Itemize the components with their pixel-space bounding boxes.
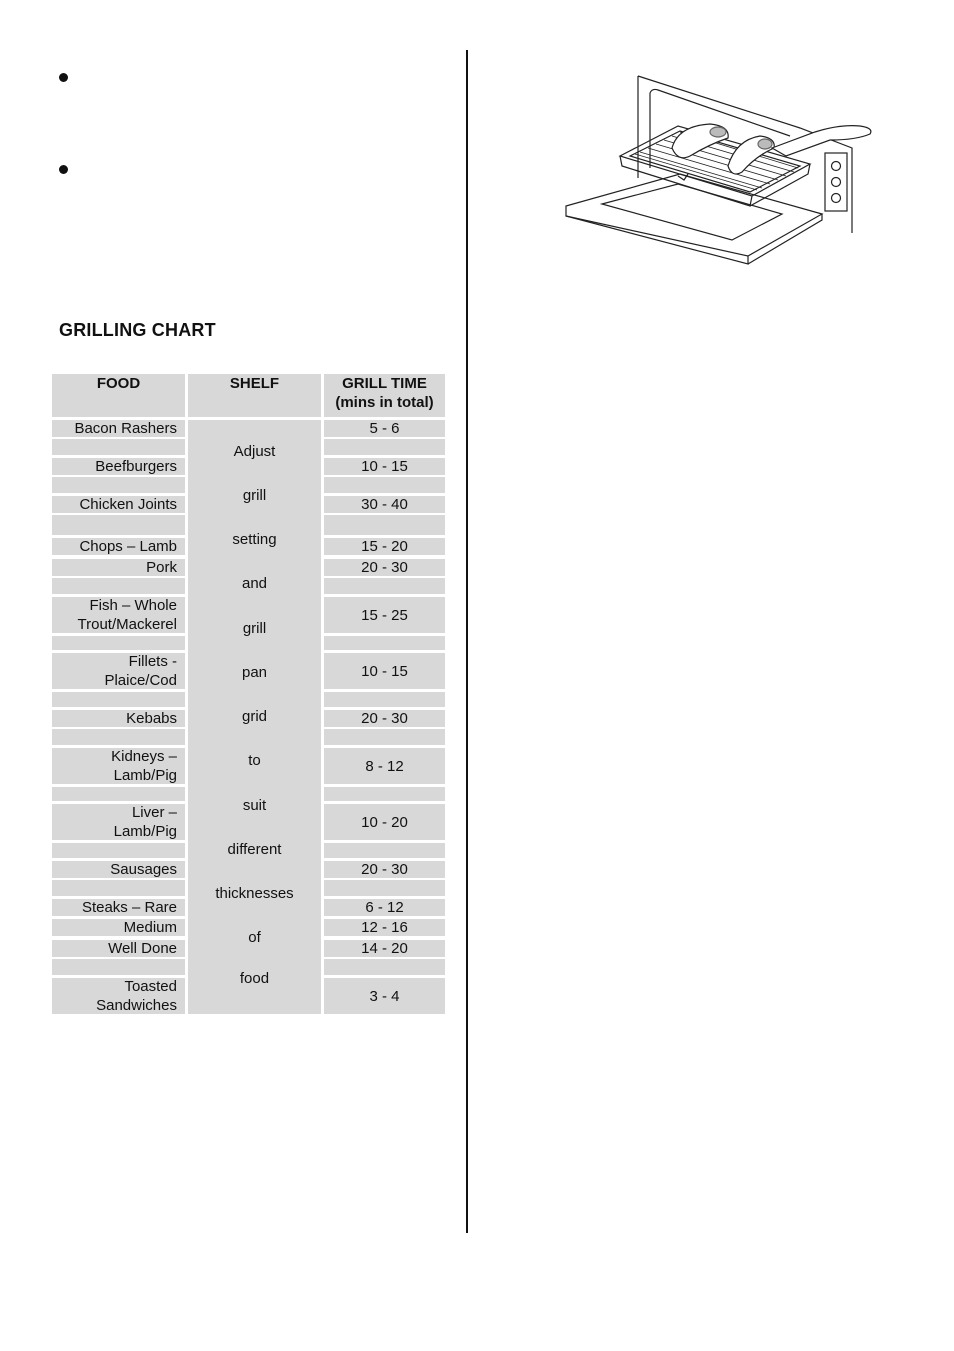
- spacer-cell: [52, 692, 185, 707]
- food-name-line: Beefburgers: [95, 458, 177, 475]
- grill-time-cell: 8 - 12: [324, 748, 445, 784]
- spacer-cell: [52, 439, 185, 455]
- spacer-cell: [324, 729, 445, 745]
- grill-time-cell: 6 - 12: [324, 899, 445, 916]
- grill-time-cell: 20 - 30: [324, 710, 445, 727]
- food-name-line: Chicken Joints: [79, 496, 177, 513]
- spacer-cell: [324, 477, 445, 493]
- shelf-instruction-word: grill: [242, 487, 267, 504]
- grill-time-cell: 15 - 25: [324, 597, 445, 633]
- shelf-instruction-word: grid: [241, 708, 267, 725]
- grill-time-cell: 30 - 40: [324, 496, 445, 513]
- spacer-cell: [324, 692, 445, 707]
- spacer-cell: [324, 880, 445, 896]
- header-shelf: SHELF: [188, 374, 321, 417]
- food-cell: [52, 559, 185, 576]
- food-name-line: Kebabs: [126, 710, 177, 727]
- grill-time-cell: 20 - 30: [324, 559, 445, 576]
- food-name-line: Toasted: [124, 978, 177, 995]
- shelf-instruction-word: Adjust: [233, 443, 276, 460]
- food-cell: [52, 710, 185, 727]
- food-name-line: Fish – Whole: [89, 597, 177, 614]
- food-cell: [52, 919, 185, 936]
- spacer-cell: [52, 636, 185, 650]
- spacer-cell: [52, 787, 185, 801]
- food-cell: [52, 496, 185, 513]
- food-cell: [52, 899, 185, 916]
- spacer-cell: [52, 729, 185, 745]
- food-cell: [52, 458, 185, 475]
- shelf-instruction-word: food: [239, 970, 270, 987]
- shelf-instruction-word: suit: [242, 797, 267, 814]
- food-name-line: Sausages: [110, 861, 177, 878]
- food-cell: [52, 861, 185, 878]
- food-cell: [52, 597, 185, 633]
- food-cell: [52, 748, 185, 784]
- food-cell: [52, 538, 185, 555]
- food-name-line: Fillets -: [128, 653, 177, 670]
- grill-time-cell: 5 - 6: [324, 420, 445, 437]
- food-name-line: Sandwiches: [96, 997, 177, 1014]
- spacer-cell: [324, 439, 445, 455]
- food-name-line: Chops – Lamb: [79, 538, 177, 555]
- food-cell: [52, 940, 185, 957]
- bullet-point-2: [59, 165, 68, 174]
- food-name-line: Trout/Mackerel: [77, 616, 177, 633]
- shelf-instruction-word: and: [241, 575, 268, 592]
- shelf-instruction-word: grill: [242, 620, 267, 637]
- food-name-line: Pork: [146, 559, 177, 576]
- spacer-cell: [324, 636, 445, 650]
- grill-time-cell: 3 - 4: [324, 978, 445, 1014]
- food-cell: [52, 978, 185, 1014]
- food-name-line: Liver –: [131, 804, 177, 821]
- header-grill-time: [324, 374, 445, 417]
- header-grill-time-line2: (mins in total): [335, 394, 434, 411]
- food-name-line: Lamb/Pig: [113, 823, 177, 840]
- grill-time-cell: 20 - 30: [324, 861, 445, 878]
- spacer-cell: [52, 880, 185, 896]
- food-cell: [52, 420, 185, 437]
- food-name-line: Plaice/Cod: [104, 672, 177, 689]
- spacer-cell: [52, 843, 185, 858]
- shelf-instruction-word: of: [248, 929, 261, 946]
- spacer-cell: [324, 843, 445, 858]
- header-grill-time-line1: GRILL TIME: [342, 375, 427, 392]
- header-food: FOOD: [52, 374, 185, 417]
- spacer-cell: [324, 787, 445, 801]
- grill-time-cell: 10 - 15: [324, 653, 445, 689]
- bullet-point-1: [59, 73, 68, 82]
- chart-title: GRILLING CHART: [59, 320, 216, 340]
- spacer-cell: [324, 959, 445, 975]
- grill-time-cell: 10 - 20: [324, 804, 445, 840]
- spacer-cell: [52, 578, 185, 594]
- grill-time-cell: 12 - 16: [324, 919, 445, 936]
- spacer-cell: [324, 578, 445, 594]
- grill-time-cell: 10 - 15: [324, 458, 445, 475]
- food-cell: [52, 804, 185, 840]
- shelf-instruction-word: different: [227, 841, 282, 858]
- spacer-cell: [324, 515, 445, 535]
- spacer-cell: [52, 515, 185, 535]
- column-divider: [466, 50, 468, 1233]
- food-name-line: Well Done: [108, 940, 177, 957]
- food-name-line: Kidneys –: [111, 748, 177, 765]
- food-name-line: Steaks – Rare: [81, 899, 177, 916]
- food-name-line: Medium: [123, 919, 177, 936]
- food-name-line: Lamb/Pig: [113, 767, 177, 784]
- shelf-instruction-word: thicknesses: [215, 885, 294, 902]
- food-cell: [52, 653, 185, 689]
- grill-time-cell: 14 - 20: [324, 940, 445, 957]
- shelf-instruction-word: setting: [232, 531, 277, 548]
- grill-pan-illustration: [560, 68, 880, 273]
- grill-time-cell: 15 - 20: [324, 538, 445, 555]
- shelf-instruction-word: to: [248, 752, 261, 769]
- shelf-instruction-word: pan: [241, 664, 268, 681]
- spacer-cell: [52, 477, 185, 493]
- spacer-cell: [52, 959, 185, 975]
- food-name-line: Bacon Rashers: [74, 420, 177, 437]
